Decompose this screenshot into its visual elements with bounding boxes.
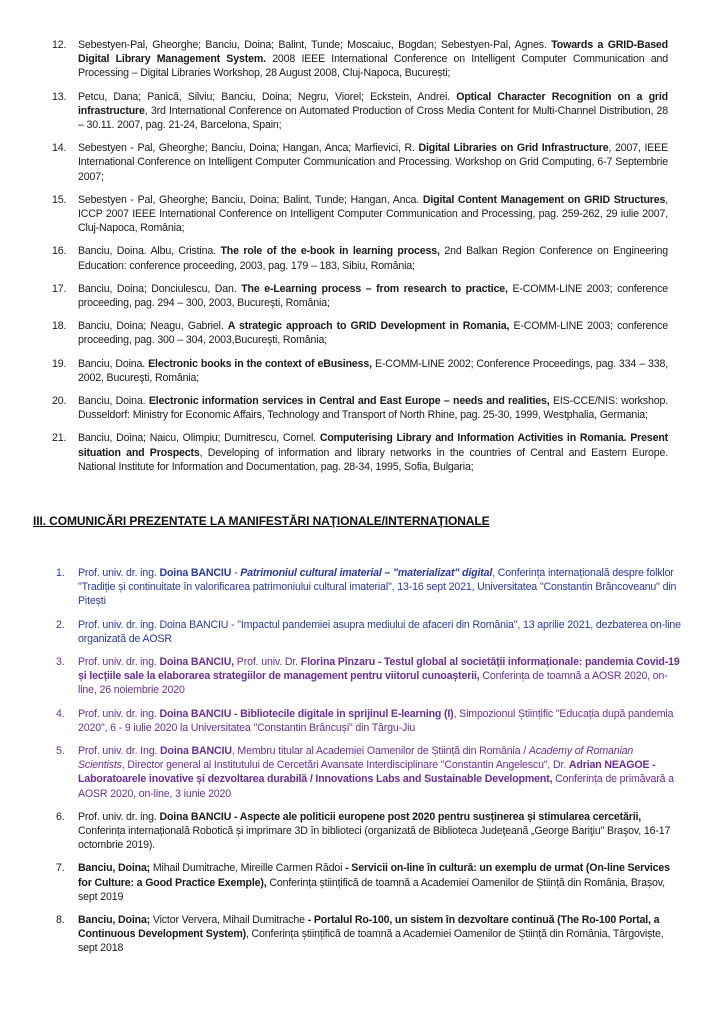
publication-item: 20. Banciu, Doina. Electronic information services in Central and East Europe – needs and realities, EIS-CCE/NIS: workshop. Dusseldorf: Ministry for Economic Affairs, Technology and Transport of North Rhine, pag. 25-30, 1999, Westphalia, Germania; bbox=[52, 395, 668, 422]
communication-item: 5. Prof. univ. dr. Ing. Doina BANCIU, Membru titular al Academiei Oamenilor de Știință din România / Academy of Romanian Scientists, Director general al Institutului de Cercetări Avansate Interdisciplinare "Constantin Angelescu", Dr. Adrian NEAGOE - Laboratoarele inovative și dezvoltarea durabilă / Innovations Labs and Sustainable Development, Conferința de primăvară a AOSR 2020, on-line, 3 iunie 2020 bbox=[56, 745, 674, 800]
section-heading: III. COMUNICĂRI PREZENTATE LA MANIFESTĂRI NAŢIONALE/INTERNAŢIONALE bbox=[33, 514, 490, 528]
publication-item: 13. Petcu, Dana; Panică, Silviu; Banciu, Doina; Negru, Viorel; Eckstein, Andrei. Optical Character Recognition on a grid infrastructure, 3rd International Conference on Automated Production of Cross Media Content for Multi-Channel Distribution, 28 – 30.11. 2007, pag. 21-24, Barcelona, Spain; bbox=[52, 90, 668, 132]
communication-item: 7. Banciu, Doina; Mihail Dumitrache, Mireille Carmen Rădoi - Servicii on-line în cultură: un exemplu de urmat (On-line Services for Culture: a Good Practice Exemple), Conferința științifică de toamnă a Academiei Oamenilor de Știință din România, Brașov, sept 2019 bbox=[56, 862, 670, 903]
publication-item: 19. Banciu, Doina. Electronic books in the context of eBusiness, E-COMM-LINE 2002; Conference Proceedings, pag. 334 – 338, 2002, Bucureşti, România; bbox=[52, 357, 669, 384]
publication-item: 17. Banciu, Doina; Donciulescu, Dan. The e-Learning process – from research to practice, E-COMM-LINE 2003; conference proceeding, pag. 294 – 300, 2003, Bucureşti, România; bbox=[52, 282, 668, 310]
communication-item: 3. Prof. univ. dr. ing. Doina BANCIU, Prof. univ. Dr. Florina Pînzaru - Testul global al societății informaționale: pandemia Covid-19 și lecțiile sale la elaborarea strategiilor de management pentru viitorul cunoașterii, Conferința de toamnă a AOSR 2020, on-line, 26 noiembrie 2020 bbox=[56, 656, 680, 697]
publication-item: 16. Banciu, Doina. Albu, Cristina. The role of the e-book in learning process, 2nd Balkan Region Conference on Engineering Education: conference proceeding, 2003, pag. 179 – 183, Sibiu, România; bbox=[52, 245, 669, 272]
publication-item: 12. Sebestyen-Pal, Gheorghe; Banciu, Doina; Balint, Tunde; Moscaiuc, Bogdan; Sebestyen-Pal, Agnes. Towards a GRID-Based Digital Library Management System. 2008 IEEE International Conference on Intelligent Computer Communication and Processing – Digital Libraries Workshop, 28 August 2008, Cluj-Napoca, București; bbox=[52, 39, 668, 80]
publication-list bbox=[52, 38, 668, 483]
publication-item: 21. Banciu, Doina; Naicu, Olimpiu; Dumitrescu, Cornel. Computerising Library and Information Activities in Romania. Present situation and Prospects, Developing of information and library networks in the countries of Central and Eastern Europe. National Institute for Information and Documentation, pag. 28-34, 1995, Sofia, Bulgaria; bbox=[52, 432, 669, 473]
communication-item: 6. Prof. univ. dr. ing. Doina BANCIU - Aspecte ale politicii europene post 2020 pentru susținerea și stimularea cercetării, Conferința internațională Robotică și imprimare 3D în biblioteci (organizată de Biblioteca Judeţeană „George Bariţiu" Braşov, 16-17 octombrie 2019). bbox=[56, 810, 671, 852]
communications-list bbox=[52, 566, 682, 965]
publication-item: 18. Banciu, Doina; Neagu, Gabriel. A strategic approach to GRID Development in Romania, E-COMM-LINE 2003; conference proceeding, pag. 300 – 304, 2003,Bucureşti, România; bbox=[52, 320, 668, 347]
publication-item: 15. Sebestyen - Pal, Gheorghe; Banciu, Doina; Balint, Tunde; Hangan, Anca. Digital Content Management on GRID Structures, ICCP 2007 IEEE International Conference on Intelligent Computer Communication and Processing, pag. 259-262, 29 iulie 2007, Cluj-Napoca, România; bbox=[52, 193, 669, 235]
communication-item: 2. Prof. univ. dr. ing. Doina BANCIU - "Impactul pandemiei asupra mediului de afaceri din România", 13 aprilie 2021, dezbaterea on-line organizată de AOSR bbox=[56, 618, 681, 645]
publication-item: 14. Sebestyen - Pal, Gheorghe; Banciu, Doina; Hangan, Anca; Marfievici, R. Digital Libraries on Grid Infrastructure, 2007, IEEE International Conference on Intelligent Computer Communication and Processing. Workshop on Grid Computing, 6-7 Septembrie 2007; bbox=[52, 142, 669, 183]
communication-item: 8. Banciu, Doina; Victor Ververa, Mihail Dumitrache - Portalul Ro-100, un sistem în dezvoltare continuă (The Ro-100 Portal, a Continuous Development System), Conferința științifică de toamnă a Academiei Oamenilor de Știință din România, Târgoviște, sept 2018 bbox=[56, 914, 664, 955]
communication-item: 1. Prof. univ. dr. ing. Doina BANCIU - Patrimoniul cultural imaterial – "materializat" digital, Conferința internațională despre folklor "Tradiție și continuitate în valorificarea patrimoniului cultural imaterial", 13-16 sept 2021, Universitatea "Constantin Brâncoveanu" din Pitești bbox=[56, 567, 677, 608]
communication-item: 4. Prof. univ. dr. ing. Doina BANCIU - Bibliotecile digitale in sprijinul E-learning (I), Simpozionul Științific "Educația după pandemia 2020", 6 - 9 iulie 2020 la Universitatea "Constantin Brâncuși" din Târgu-Jiu bbox=[56, 707, 674, 734]
